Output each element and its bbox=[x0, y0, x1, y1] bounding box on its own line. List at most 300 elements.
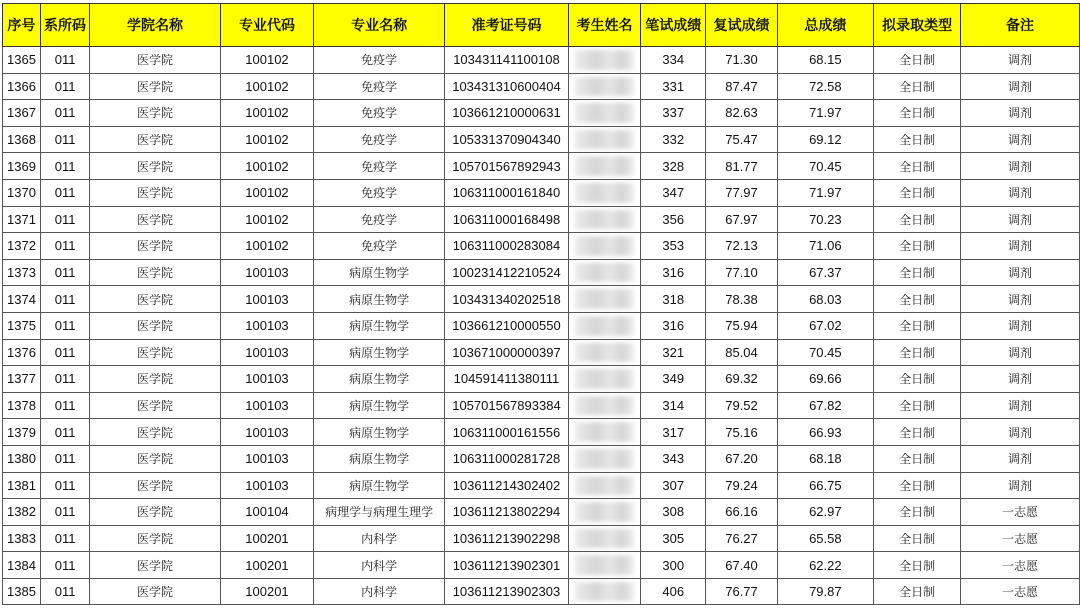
row-total-score: 69.12 bbox=[777, 126, 874, 153]
row-exam-number: 106311000168498 bbox=[444, 206, 568, 233]
row-admission-type: 全日制 bbox=[874, 312, 961, 339]
row-major-name: 病原生物学 bbox=[314, 339, 445, 366]
row-admission-type: 全日制 bbox=[874, 552, 961, 579]
row-school-name: 医学院 bbox=[90, 552, 220, 579]
row-remarks: 调剂 bbox=[961, 286, 1080, 313]
row-retest-score: 77.97 bbox=[706, 179, 777, 206]
row-admission-type: 全日制 bbox=[874, 286, 961, 313]
row-school-name: 医学院 bbox=[90, 339, 220, 366]
col-header-school-name: 学院名称 bbox=[90, 4, 220, 47]
row-dept-code: 011 bbox=[40, 552, 90, 579]
row-written-score: 314 bbox=[641, 392, 706, 419]
row-major-code: 100103 bbox=[220, 259, 314, 286]
row-exam-number: 103611214302402 bbox=[444, 472, 568, 499]
row-admission-type: 全日制 bbox=[874, 206, 961, 233]
col-header-major-code: 专业代码 bbox=[220, 4, 314, 47]
row-written-score: 318 bbox=[641, 286, 706, 313]
row-admission-type: 全日制 bbox=[874, 153, 961, 180]
row-school-name: 医学院 bbox=[90, 578, 220, 605]
row-seq: 1384 bbox=[3, 552, 41, 579]
row-seq: 1377 bbox=[3, 366, 41, 393]
row-remarks: 调剂 bbox=[961, 73, 1080, 100]
row-retest-score: 66.16 bbox=[706, 499, 777, 526]
col-header-retest-score: 复试成绩 bbox=[706, 4, 777, 47]
table-row bbox=[3, 126, 1080, 153]
row-major-code: 100103 bbox=[220, 286, 314, 313]
row-total-score: 62.97 bbox=[777, 499, 874, 526]
row-major-name: 免疫学 bbox=[314, 73, 445, 100]
col-header-written-score: 笔试成绩 bbox=[641, 4, 706, 47]
row-retest-score: 75.47 bbox=[706, 126, 777, 153]
table-row bbox=[3, 499, 1080, 526]
row-exam-number: 106311000281728 bbox=[444, 445, 568, 472]
row-admission-type: 全日制 bbox=[874, 126, 961, 153]
row-school-name: 医学院 bbox=[90, 472, 220, 499]
row-candidate-name bbox=[568, 179, 640, 206]
row-candidate-name bbox=[568, 578, 640, 605]
row-school-name: 医学院 bbox=[90, 419, 220, 446]
row-dept-code: 011 bbox=[40, 419, 90, 446]
row-remarks: 调剂 bbox=[961, 179, 1080, 206]
row-admission-type: 全日制 bbox=[874, 499, 961, 526]
row-seq: 1383 bbox=[3, 525, 41, 552]
row-seq: 1368 bbox=[3, 126, 41, 153]
row-written-score: 356 bbox=[641, 206, 706, 233]
row-written-score: 349 bbox=[641, 366, 706, 393]
row-seq: 1382 bbox=[3, 499, 41, 526]
col-header-admission-type: 拟录取类型 bbox=[874, 4, 961, 47]
row-dept-code: 011 bbox=[40, 100, 90, 127]
row-exam-number: 105331370904340 bbox=[444, 126, 568, 153]
row-written-score: 308 bbox=[641, 499, 706, 526]
row-candidate-name bbox=[568, 339, 640, 366]
row-major-name: 病原生物学 bbox=[314, 286, 445, 313]
row-total-score: 66.93 bbox=[777, 419, 874, 446]
row-seq: 1366 bbox=[3, 73, 41, 100]
row-seq: 1378 bbox=[3, 392, 41, 419]
col-header-candidate-name: 考生姓名 bbox=[568, 4, 640, 47]
table-row bbox=[3, 153, 1080, 180]
row-school-name: 医学院 bbox=[90, 153, 220, 180]
row-retest-score: 81.77 bbox=[706, 153, 777, 180]
redacted-name-blur bbox=[575, 210, 634, 230]
row-dept-code: 011 bbox=[40, 73, 90, 100]
admission-table bbox=[2, 3, 1080, 605]
row-school-name: 医学院 bbox=[90, 206, 220, 233]
row-remarks: 调剂 bbox=[961, 445, 1080, 472]
col-header-seq: 序号 bbox=[3, 4, 41, 47]
row-admission-type: 全日制 bbox=[874, 179, 961, 206]
redacted-name-blur bbox=[575, 555, 634, 575]
redacted-name-blur bbox=[575, 263, 634, 283]
row-school-name: 医学院 bbox=[90, 259, 220, 286]
row-dept-code: 011 bbox=[40, 392, 90, 419]
row-seq: 1385 bbox=[3, 578, 41, 605]
row-retest-score: 79.24 bbox=[706, 472, 777, 499]
redacted-name-blur bbox=[575, 103, 634, 123]
row-total-score: 67.82 bbox=[777, 392, 874, 419]
row-remarks: 调剂 bbox=[961, 47, 1080, 74]
row-admission-type: 全日制 bbox=[874, 419, 961, 446]
row-major-code: 100102 bbox=[220, 153, 314, 180]
row-seq: 1367 bbox=[3, 100, 41, 127]
row-seq: 1376 bbox=[3, 339, 41, 366]
redacted-name-blur bbox=[575, 449, 634, 469]
row-major-name: 病原生物学 bbox=[314, 472, 445, 499]
redacted-name-blur bbox=[575, 156, 634, 176]
row-remarks: 一志愿 bbox=[961, 552, 1080, 579]
row-written-score: 317 bbox=[641, 419, 706, 446]
redacted-name-blur bbox=[575, 50, 634, 70]
row-candidate-name bbox=[568, 206, 640, 233]
row-major-name: 内科学 bbox=[314, 525, 445, 552]
row-written-score: 353 bbox=[641, 233, 706, 260]
row-dept-code: 011 bbox=[40, 153, 90, 180]
row-school-name: 医学院 bbox=[90, 47, 220, 74]
table-row bbox=[3, 339, 1080, 366]
row-written-score: 332 bbox=[641, 126, 706, 153]
row-major-name: 免疫学 bbox=[314, 179, 445, 206]
row-candidate-name bbox=[568, 472, 640, 499]
row-candidate-name bbox=[568, 233, 640, 260]
row-major-name: 免疫学 bbox=[314, 153, 445, 180]
table-row bbox=[3, 525, 1080, 552]
col-header-major-name: 专业名称 bbox=[314, 4, 445, 47]
row-major-code: 100103 bbox=[220, 445, 314, 472]
row-seq: 1374 bbox=[3, 286, 41, 313]
row-school-name: 医学院 bbox=[90, 312, 220, 339]
row-remarks: 调剂 bbox=[961, 366, 1080, 393]
row-remarks: 调剂 bbox=[961, 339, 1080, 366]
row-major-name: 病原生物学 bbox=[314, 366, 445, 393]
row-total-score: 67.37 bbox=[777, 259, 874, 286]
row-remarks: 调剂 bbox=[961, 126, 1080, 153]
redacted-name-blur bbox=[575, 236, 634, 256]
row-exam-number: 104591411380111 bbox=[444, 366, 568, 393]
redacted-name-blur bbox=[575, 529, 634, 549]
table-row bbox=[3, 419, 1080, 446]
row-major-code: 100102 bbox=[220, 73, 314, 100]
row-major-code: 100103 bbox=[220, 472, 314, 499]
redacted-name-blur bbox=[575, 316, 634, 336]
row-major-code: 100102 bbox=[220, 233, 314, 260]
row-remarks: 一志愿 bbox=[961, 578, 1080, 605]
table-row bbox=[3, 445, 1080, 472]
row-remarks: 调剂 bbox=[961, 419, 1080, 446]
row-remarks: 调剂 bbox=[961, 472, 1080, 499]
row-candidate-name bbox=[568, 73, 640, 100]
row-school-name: 医学院 bbox=[90, 100, 220, 127]
row-admission-type: 全日制 bbox=[874, 259, 961, 286]
row-seq: 1380 bbox=[3, 445, 41, 472]
row-written-score: 305 bbox=[641, 525, 706, 552]
row-exam-number: 105701567892943 bbox=[444, 153, 568, 180]
row-major-name: 免疫学 bbox=[314, 126, 445, 153]
row-dept-code: 011 bbox=[40, 339, 90, 366]
row-school-name: 医学院 bbox=[90, 499, 220, 526]
row-retest-score: 75.16 bbox=[706, 419, 777, 446]
table-row bbox=[3, 366, 1080, 393]
row-major-code: 100102 bbox=[220, 100, 314, 127]
row-written-score: 307 bbox=[641, 472, 706, 499]
row-exam-number: 103431340202518 bbox=[444, 286, 568, 313]
row-dept-code: 011 bbox=[40, 499, 90, 526]
row-major-name: 病原生物学 bbox=[314, 392, 445, 419]
row-exam-number: 105701567893384 bbox=[444, 392, 568, 419]
col-header-exam-number: 准考证号码 bbox=[444, 4, 568, 47]
row-school-name: 医学院 bbox=[90, 233, 220, 260]
row-major-code: 100103 bbox=[220, 339, 314, 366]
row-dept-code: 011 bbox=[40, 525, 90, 552]
row-written-score: 316 bbox=[641, 259, 706, 286]
row-major-name: 内科学 bbox=[314, 578, 445, 605]
row-exam-number: 103661210000550 bbox=[444, 312, 568, 339]
redacted-name-blur bbox=[575, 422, 634, 442]
row-dept-code: 011 bbox=[40, 206, 90, 233]
row-retest-score: 71.30 bbox=[706, 47, 777, 74]
row-dept-code: 011 bbox=[40, 312, 90, 339]
row-candidate-name bbox=[568, 392, 640, 419]
row-total-score: 68.15 bbox=[777, 47, 874, 74]
row-seq: 1375 bbox=[3, 312, 41, 339]
row-written-score: 300 bbox=[641, 552, 706, 579]
row-major-code: 100102 bbox=[220, 126, 314, 153]
row-seq: 1371 bbox=[3, 206, 41, 233]
table-row bbox=[3, 552, 1080, 579]
row-dept-code: 011 bbox=[40, 445, 90, 472]
row-admission-type: 全日制 bbox=[874, 47, 961, 74]
redacted-name-blur bbox=[575, 502, 634, 522]
table-row bbox=[3, 259, 1080, 286]
row-dept-code: 011 bbox=[40, 47, 90, 74]
redacted-name-blur bbox=[575, 396, 634, 416]
row-exam-number: 103611213902303 bbox=[444, 578, 568, 605]
row-retest-score: 76.77 bbox=[706, 578, 777, 605]
row-major-name: 病原生物学 bbox=[314, 312, 445, 339]
row-retest-score: 77.10 bbox=[706, 259, 777, 286]
row-school-name: 医学院 bbox=[90, 392, 220, 419]
row-admission-type: 全日制 bbox=[874, 525, 961, 552]
row-total-score: 70.23 bbox=[777, 206, 874, 233]
row-candidate-name bbox=[568, 126, 640, 153]
row-school-name: 医学院 bbox=[90, 286, 220, 313]
row-total-score: 69.66 bbox=[777, 366, 874, 393]
row-seq: 1373 bbox=[3, 259, 41, 286]
row-remarks: 调剂 bbox=[961, 312, 1080, 339]
redacted-name-blur bbox=[575, 343, 634, 363]
row-admission-type: 全日制 bbox=[874, 445, 961, 472]
row-total-score: 70.45 bbox=[777, 153, 874, 180]
row-total-score: 72.58 bbox=[777, 73, 874, 100]
table-row bbox=[3, 233, 1080, 260]
table-row bbox=[3, 47, 1080, 74]
row-dept-code: 011 bbox=[40, 578, 90, 605]
row-major-name: 内科学 bbox=[314, 552, 445, 579]
row-exam-number: 106311000161556 bbox=[444, 419, 568, 446]
row-admission-type: 全日制 bbox=[874, 100, 961, 127]
table-row bbox=[3, 179, 1080, 206]
row-exam-number: 103611213802294 bbox=[444, 499, 568, 526]
row-total-score: 67.02 bbox=[777, 312, 874, 339]
row-major-name: 免疫学 bbox=[314, 47, 445, 74]
row-retest-score: 78.38 bbox=[706, 286, 777, 313]
row-admission-type: 全日制 bbox=[874, 578, 961, 605]
row-major-code: 100201 bbox=[220, 525, 314, 552]
row-seq: 1370 bbox=[3, 179, 41, 206]
row-major-name: 病理学与病理生理学 bbox=[314, 499, 445, 526]
redacted-name-blur bbox=[575, 476, 634, 496]
redacted-name-blur bbox=[575, 183, 634, 203]
row-written-score: 343 bbox=[641, 445, 706, 472]
row-total-score: 71.97 bbox=[777, 100, 874, 127]
row-seq: 1365 bbox=[3, 47, 41, 74]
row-total-score: 70.45 bbox=[777, 339, 874, 366]
row-school-name: 医学院 bbox=[90, 366, 220, 393]
admission-table-wrapper bbox=[2, 3, 1080, 605]
row-written-score: 406 bbox=[641, 578, 706, 605]
redacted-name-blur bbox=[575, 130, 634, 150]
header-row bbox=[3, 4, 1080, 47]
row-school-name: 医学院 bbox=[90, 445, 220, 472]
table-row bbox=[3, 100, 1080, 127]
row-major-code: 100102 bbox=[220, 179, 314, 206]
row-written-score: 321 bbox=[641, 339, 706, 366]
row-school-name: 医学院 bbox=[90, 73, 220, 100]
redacted-name-blur bbox=[575, 582, 634, 602]
table-row bbox=[3, 206, 1080, 233]
row-dept-code: 011 bbox=[40, 126, 90, 153]
row-major-code: 100103 bbox=[220, 366, 314, 393]
row-major-code: 100103 bbox=[220, 312, 314, 339]
row-major-code: 100102 bbox=[220, 206, 314, 233]
row-seq: 1369 bbox=[3, 153, 41, 180]
row-retest-score: 67.20 bbox=[706, 445, 777, 472]
row-dept-code: 011 bbox=[40, 366, 90, 393]
row-total-score: 65.58 bbox=[777, 525, 874, 552]
row-exam-number: 103611213902298 bbox=[444, 525, 568, 552]
row-major-name: 病原生物学 bbox=[314, 259, 445, 286]
row-school-name: 医学院 bbox=[90, 179, 220, 206]
row-written-score: 337 bbox=[641, 100, 706, 127]
row-candidate-name bbox=[568, 286, 640, 313]
table-row bbox=[3, 472, 1080, 499]
row-candidate-name bbox=[568, 259, 640, 286]
row-written-score: 316 bbox=[641, 312, 706, 339]
redacted-name-blur bbox=[575, 289, 634, 309]
row-total-score: 66.75 bbox=[777, 472, 874, 499]
row-candidate-name bbox=[568, 153, 640, 180]
row-dept-code: 011 bbox=[40, 179, 90, 206]
row-total-score: 71.06 bbox=[777, 233, 874, 260]
row-retest-score: 75.94 bbox=[706, 312, 777, 339]
row-candidate-name bbox=[568, 525, 640, 552]
row-retest-score: 82.63 bbox=[706, 100, 777, 127]
row-admission-type: 全日制 bbox=[874, 233, 961, 260]
row-retest-score: 87.47 bbox=[706, 73, 777, 100]
row-retest-score: 76.27 bbox=[706, 525, 777, 552]
row-exam-number: 100231412210524 bbox=[444, 259, 568, 286]
row-seq: 1372 bbox=[3, 233, 41, 260]
col-header-remarks: 备注 bbox=[961, 4, 1080, 47]
col-header-total-score: 总成绩 bbox=[777, 4, 874, 47]
row-school-name: 医学院 bbox=[90, 126, 220, 153]
row-major-code: 100103 bbox=[220, 419, 314, 446]
table-row bbox=[3, 392, 1080, 419]
row-seq: 1381 bbox=[3, 472, 41, 499]
row-candidate-name bbox=[568, 499, 640, 526]
row-total-score: 71.97 bbox=[777, 179, 874, 206]
row-remarks: 调剂 bbox=[961, 100, 1080, 127]
row-candidate-name bbox=[568, 419, 640, 446]
row-major-name: 免疫学 bbox=[314, 233, 445, 260]
row-written-score: 347 bbox=[641, 179, 706, 206]
row-exam-number: 103611213902301 bbox=[444, 552, 568, 579]
row-dept-code: 011 bbox=[40, 233, 90, 260]
row-written-score: 334 bbox=[641, 47, 706, 74]
row-retest-score: 67.97 bbox=[706, 206, 777, 233]
row-admission-type: 全日制 bbox=[874, 392, 961, 419]
row-total-score: 68.18 bbox=[777, 445, 874, 472]
row-exam-number: 103671000000397 bbox=[444, 339, 568, 366]
row-remarks: 调剂 bbox=[961, 392, 1080, 419]
row-seq: 1379 bbox=[3, 419, 41, 446]
row-remarks: 调剂 bbox=[961, 233, 1080, 260]
row-dept-code: 011 bbox=[40, 472, 90, 499]
row-total-score: 68.03 bbox=[777, 286, 874, 313]
table-row bbox=[3, 286, 1080, 313]
row-major-code: 100201 bbox=[220, 578, 314, 605]
row-school-name: 医学院 bbox=[90, 525, 220, 552]
row-total-score: 62.22 bbox=[777, 552, 874, 579]
row-retest-score: 69.32 bbox=[706, 366, 777, 393]
table-body bbox=[3, 47, 1080, 605]
row-major-name: 免疫学 bbox=[314, 206, 445, 233]
table-row bbox=[3, 312, 1080, 339]
row-remarks: 一志愿 bbox=[961, 525, 1080, 552]
row-exam-number: 103431141100108 bbox=[444, 47, 568, 74]
row-major-code: 100103 bbox=[220, 392, 314, 419]
row-candidate-name bbox=[568, 100, 640, 127]
row-total-score: 79.87 bbox=[777, 578, 874, 605]
row-admission-type: 全日制 bbox=[874, 339, 961, 366]
row-candidate-name bbox=[568, 312, 640, 339]
redacted-name-blur bbox=[575, 369, 634, 389]
row-exam-number: 103431310600404 bbox=[444, 73, 568, 100]
row-retest-score: 72.13 bbox=[706, 233, 777, 260]
row-dept-code: 011 bbox=[40, 286, 90, 313]
row-candidate-name bbox=[568, 47, 640, 74]
row-retest-score: 67.40 bbox=[706, 552, 777, 579]
row-written-score: 331 bbox=[641, 73, 706, 100]
row-major-code: 100104 bbox=[220, 499, 314, 526]
row-major-name: 病原生物学 bbox=[314, 419, 445, 446]
row-written-score: 328 bbox=[641, 153, 706, 180]
col-header-dept-code: 系所码 bbox=[40, 4, 90, 47]
table-row bbox=[3, 73, 1080, 100]
row-candidate-name bbox=[568, 366, 640, 393]
row-remarks: 一志愿 bbox=[961, 499, 1080, 526]
row-exam-number: 103661210000631 bbox=[444, 100, 568, 127]
row-major-code: 100102 bbox=[220, 47, 314, 74]
table-row bbox=[3, 578, 1080, 605]
row-major-name: 病原生物学 bbox=[314, 445, 445, 472]
row-remarks: 调剂 bbox=[961, 259, 1080, 286]
row-remarks: 调剂 bbox=[961, 206, 1080, 233]
row-retest-score: 85.04 bbox=[706, 339, 777, 366]
row-candidate-name bbox=[568, 445, 640, 472]
row-major-code: 100201 bbox=[220, 552, 314, 579]
row-exam-number: 106311000161840 bbox=[444, 179, 568, 206]
